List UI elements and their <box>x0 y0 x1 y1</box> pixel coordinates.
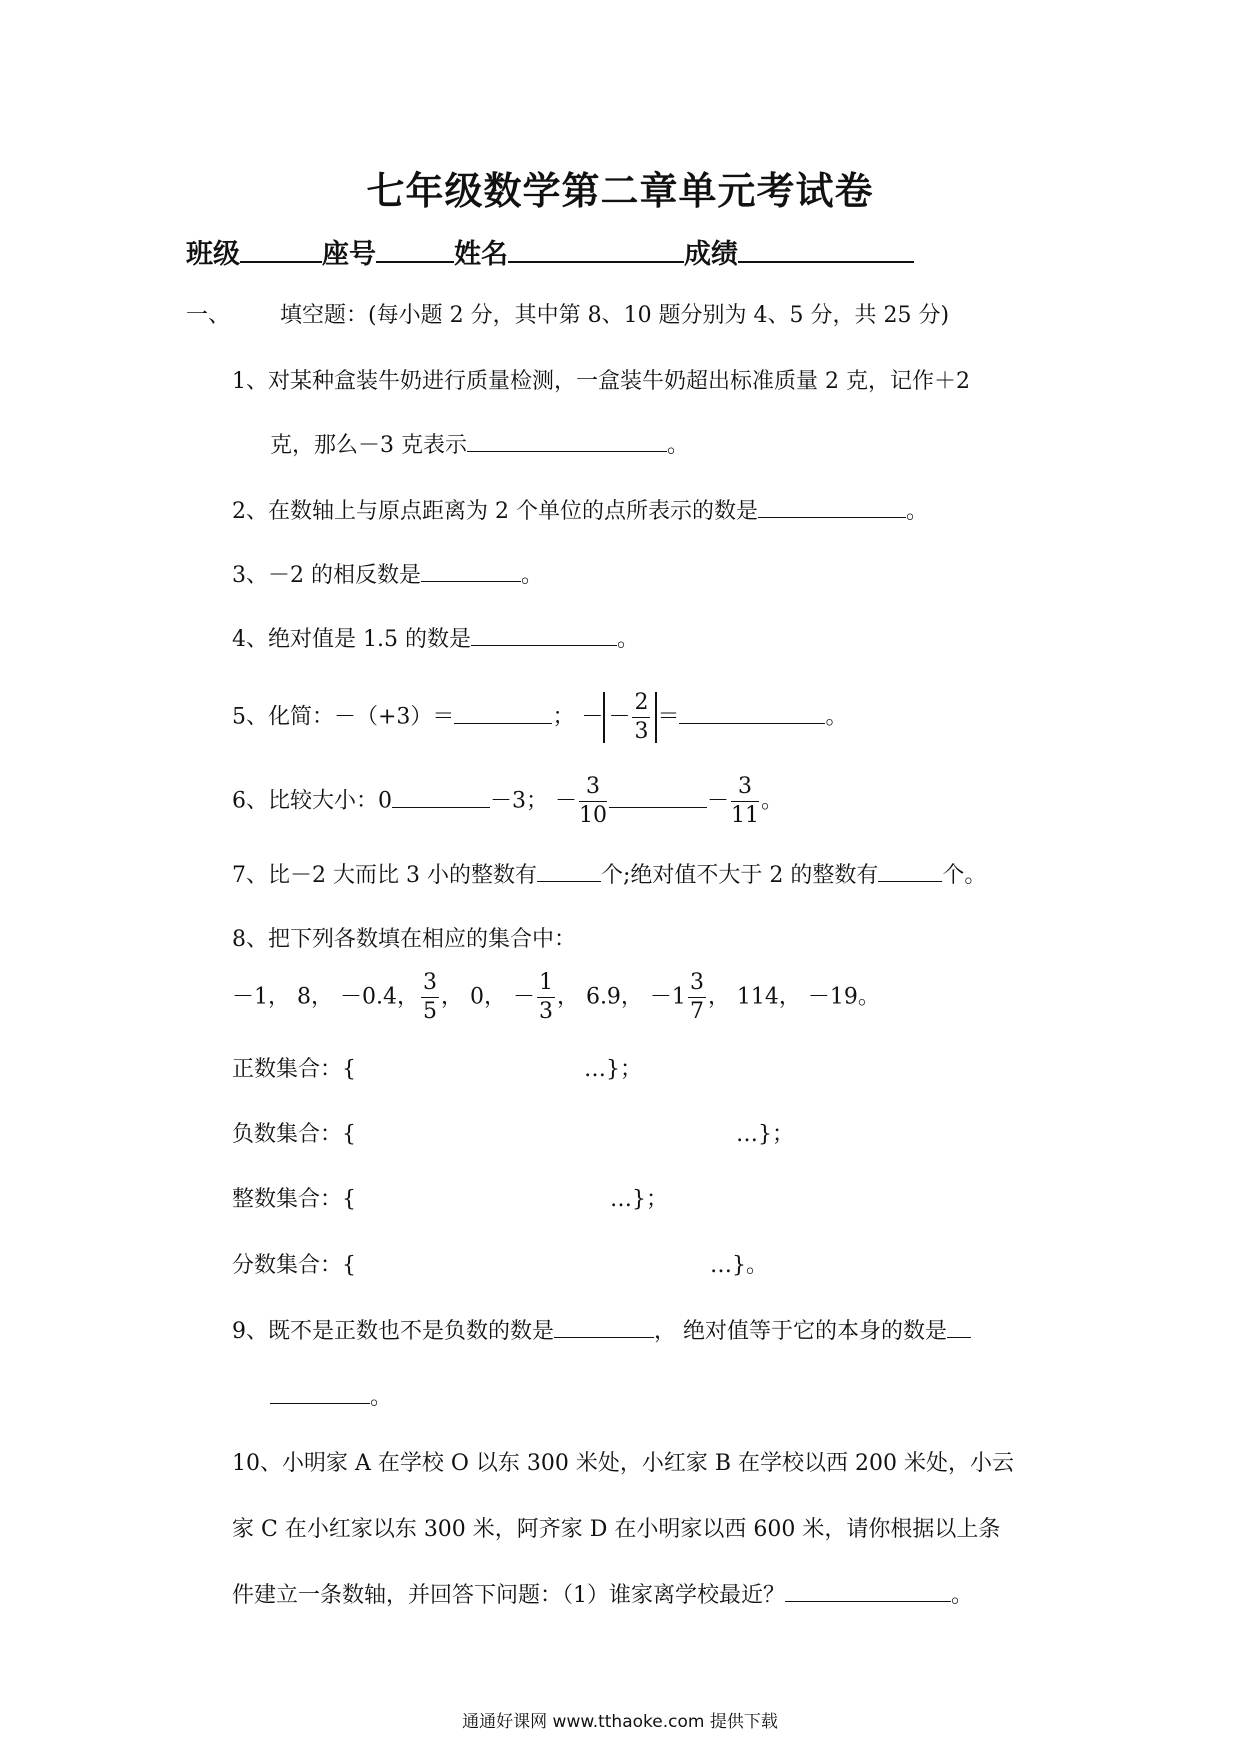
q9-answer-blank-2b <box>270 1383 370 1404</box>
question-8-intro: 8、把下列各数填在相应的集合中： <box>232 927 576 952</box>
q6-end: 。 <box>761 788 784 814</box>
q9-text-2: ， 绝对值等于它的本身的数是 <box>654 1319 947 1344</box>
q7-answer-blank-1 <box>537 861 601 882</box>
question-1-line-1: 1、对某种盒装牛奶进行质量检测，一盒装牛奶超出标准质量 2 克，记作＋2 <box>232 369 970 394</box>
section-heading <box>186 298 949 329</box>
q8-fraction-3 <box>688 972 706 1023</box>
set-integer-label: 整数集合：{ <box>232 1187 356 1212</box>
question-2 <box>232 494 928 525</box>
student-info-row <box>186 232 914 271</box>
q9-answer-blank-1 <box>554 1317 654 1338</box>
q6-fraction-2 <box>731 776 759 827</box>
q8-frac1-numerator: 3 <box>421 972 439 998</box>
q6-frac1-numerator: 3 <box>579 776 607 802</box>
question-8-numbers <box>232 972 880 1023</box>
question-7 <box>232 858 986 889</box>
name-blank <box>508 237 684 263</box>
set-fraction <box>232 1248 768 1279</box>
q9-end: 。 <box>370 1385 393 1410</box>
name-label: 姓名 <box>454 239 508 270</box>
q8-frac3-denominator: 7 <box>689 999 704 1024</box>
q6-frac2-numerator: 3 <box>731 776 759 802</box>
q8-fraction-1 <box>421 972 439 1023</box>
q10-answer-blank <box>785 1581 951 1602</box>
q5-answer-blank-2 <box>679 703 825 724</box>
seat-blank <box>376 237 454 263</box>
q1-text: 克，那么－3 克表示 <box>270 433 467 458</box>
q8-fraction-2 <box>537 972 555 1023</box>
set-positive <box>232 1052 642 1083</box>
q5-frac-denominator: 3 <box>634 719 649 744</box>
question-9-line-2 <box>270 1380 392 1411</box>
question-5 <box>232 692 847 743</box>
set-negative-end: …}； <box>736 1122 794 1147</box>
page-title: 七年级数学第二章单元考试卷 <box>366 169 874 213</box>
q8-frac3-numerator: 3 <box>688 972 706 998</box>
q5-frac-numerator: 2 <box>632 692 650 718</box>
q9-answer-blank-2a <box>947 1317 971 1338</box>
score-label: 成绩 <box>684 239 738 270</box>
q6-answer-blank-1 <box>392 787 490 808</box>
q8-nums-1: －1， 8， －0.4， <box>232 984 419 1010</box>
question-10-line-2: 家 C 在小红家以东 300 米，阿齐家 D 在小明家以西 600 米，请你根据以上条 <box>232 1517 1001 1542</box>
seat-label: 座号 <box>322 239 376 270</box>
q1-end: 。 <box>667 433 690 458</box>
q8-nums-3: ， 6.9， －1 <box>556 984 686 1010</box>
q4-end: 。 <box>616 627 639 652</box>
score-blank <box>738 237 914 263</box>
q8-nums-4: ， 114， －19。 <box>707 984 880 1010</box>
q8-nums-2: ， 0， － <box>440 984 535 1010</box>
question-10-line-1: 10、小明家 A 在学校 O 以东 300 米处，小红家 B 在学校以西 200 米处，小云 <box>232 1451 1015 1476</box>
q8-frac1-denominator: 5 <box>422 999 437 1024</box>
q6-frac1-denominator: 10 <box>579 803 607 828</box>
q6-text: 6、比较大小：0 <box>232 788 392 814</box>
set-positive-label: 正数集合：{ <box>232 1057 356 1082</box>
set-negative-label: 负数集合：{ <box>232 1122 356 1147</box>
q5-text-2: ； － <box>552 704 604 730</box>
q10-end: 。 <box>951 1583 974 1608</box>
q2-text: 2、在数轴上与原点距离为 2 个单位的点所表示的数是 <box>232 499 758 524</box>
q7-answer-blank-2 <box>878 861 942 882</box>
class-label: 班级 <box>186 239 240 270</box>
q10-text: 件建立一条数轴，并回答下问题：（1）谁家离学校最近？ <box>232 1583 785 1608</box>
q5-end: 。 <box>825 704 848 730</box>
q5-text: 5、化简：－（+3）＝ <box>232 704 455 730</box>
set-negative <box>232 1117 794 1148</box>
question-9-line-1 <box>232 1314 971 1345</box>
section-number: 一、 <box>186 303 231 328</box>
class-blank <box>240 237 322 263</box>
q2-answer-blank <box>758 497 906 518</box>
section-text: 填空题：(每小题 2 分，其中第 8、10 题分别为 4、5 分，共 25 分) <box>280 303 950 328</box>
q7-end: 个。 <box>942 863 987 888</box>
set-fraction-label: 分数集合：{ <box>232 1253 356 1278</box>
question-4 <box>232 622 639 653</box>
question-3 <box>232 558 543 589</box>
q2-end: 。 <box>905 499 928 524</box>
q4-answer-blank <box>471 625 617 646</box>
q3-text: 3、－2 的相反数是 <box>232 563 421 588</box>
footer-credit: 通通好课网 www.tthaoke.com 提供下载 <box>462 1712 778 1732</box>
q5-frac-sign: － <box>608 704 631 730</box>
q8-frac2-denominator: 3 <box>538 999 553 1024</box>
q3-end: 。 <box>521 563 544 588</box>
q3-answer-blank <box>421 561 521 582</box>
q5-equals: ＝ <box>657 704 680 730</box>
q6-fraction-1 <box>579 776 607 827</box>
q6-text-2: －3； － <box>490 788 577 814</box>
set-positive-end: …}； <box>584 1057 642 1082</box>
set-integer-end: …}； <box>610 1187 668 1212</box>
q9-text: 9、既不是正数也不是负数的数是 <box>232 1319 554 1344</box>
q6-frac2-denominator: 11 <box>731 803 760 828</box>
q5-fraction <box>632 692 650 743</box>
q1-answer-blank <box>467 431 667 452</box>
q8-frac2-numerator: 1 <box>537 972 555 998</box>
q5-absolute-value <box>603 692 657 743</box>
q7-text: 7、比－2 大而比 3 小的整数有 <box>232 863 537 888</box>
q4-text: 4、绝对值是 1.5 的数是 <box>232 627 471 652</box>
question-10-line-3 <box>232 1578 973 1609</box>
q6-minus: － <box>707 788 730 814</box>
set-integer <box>232 1182 668 1213</box>
q6-answer-blank-2 <box>609 787 707 808</box>
q5-answer-blank-1 <box>454 703 552 724</box>
question-1-line-2 <box>270 428 689 459</box>
set-fraction-end: …}。 <box>710 1253 768 1278</box>
question-6 <box>232 776 783 827</box>
q7-text-2: 个;绝对值不大于 2 的整数有 <box>600 863 879 888</box>
